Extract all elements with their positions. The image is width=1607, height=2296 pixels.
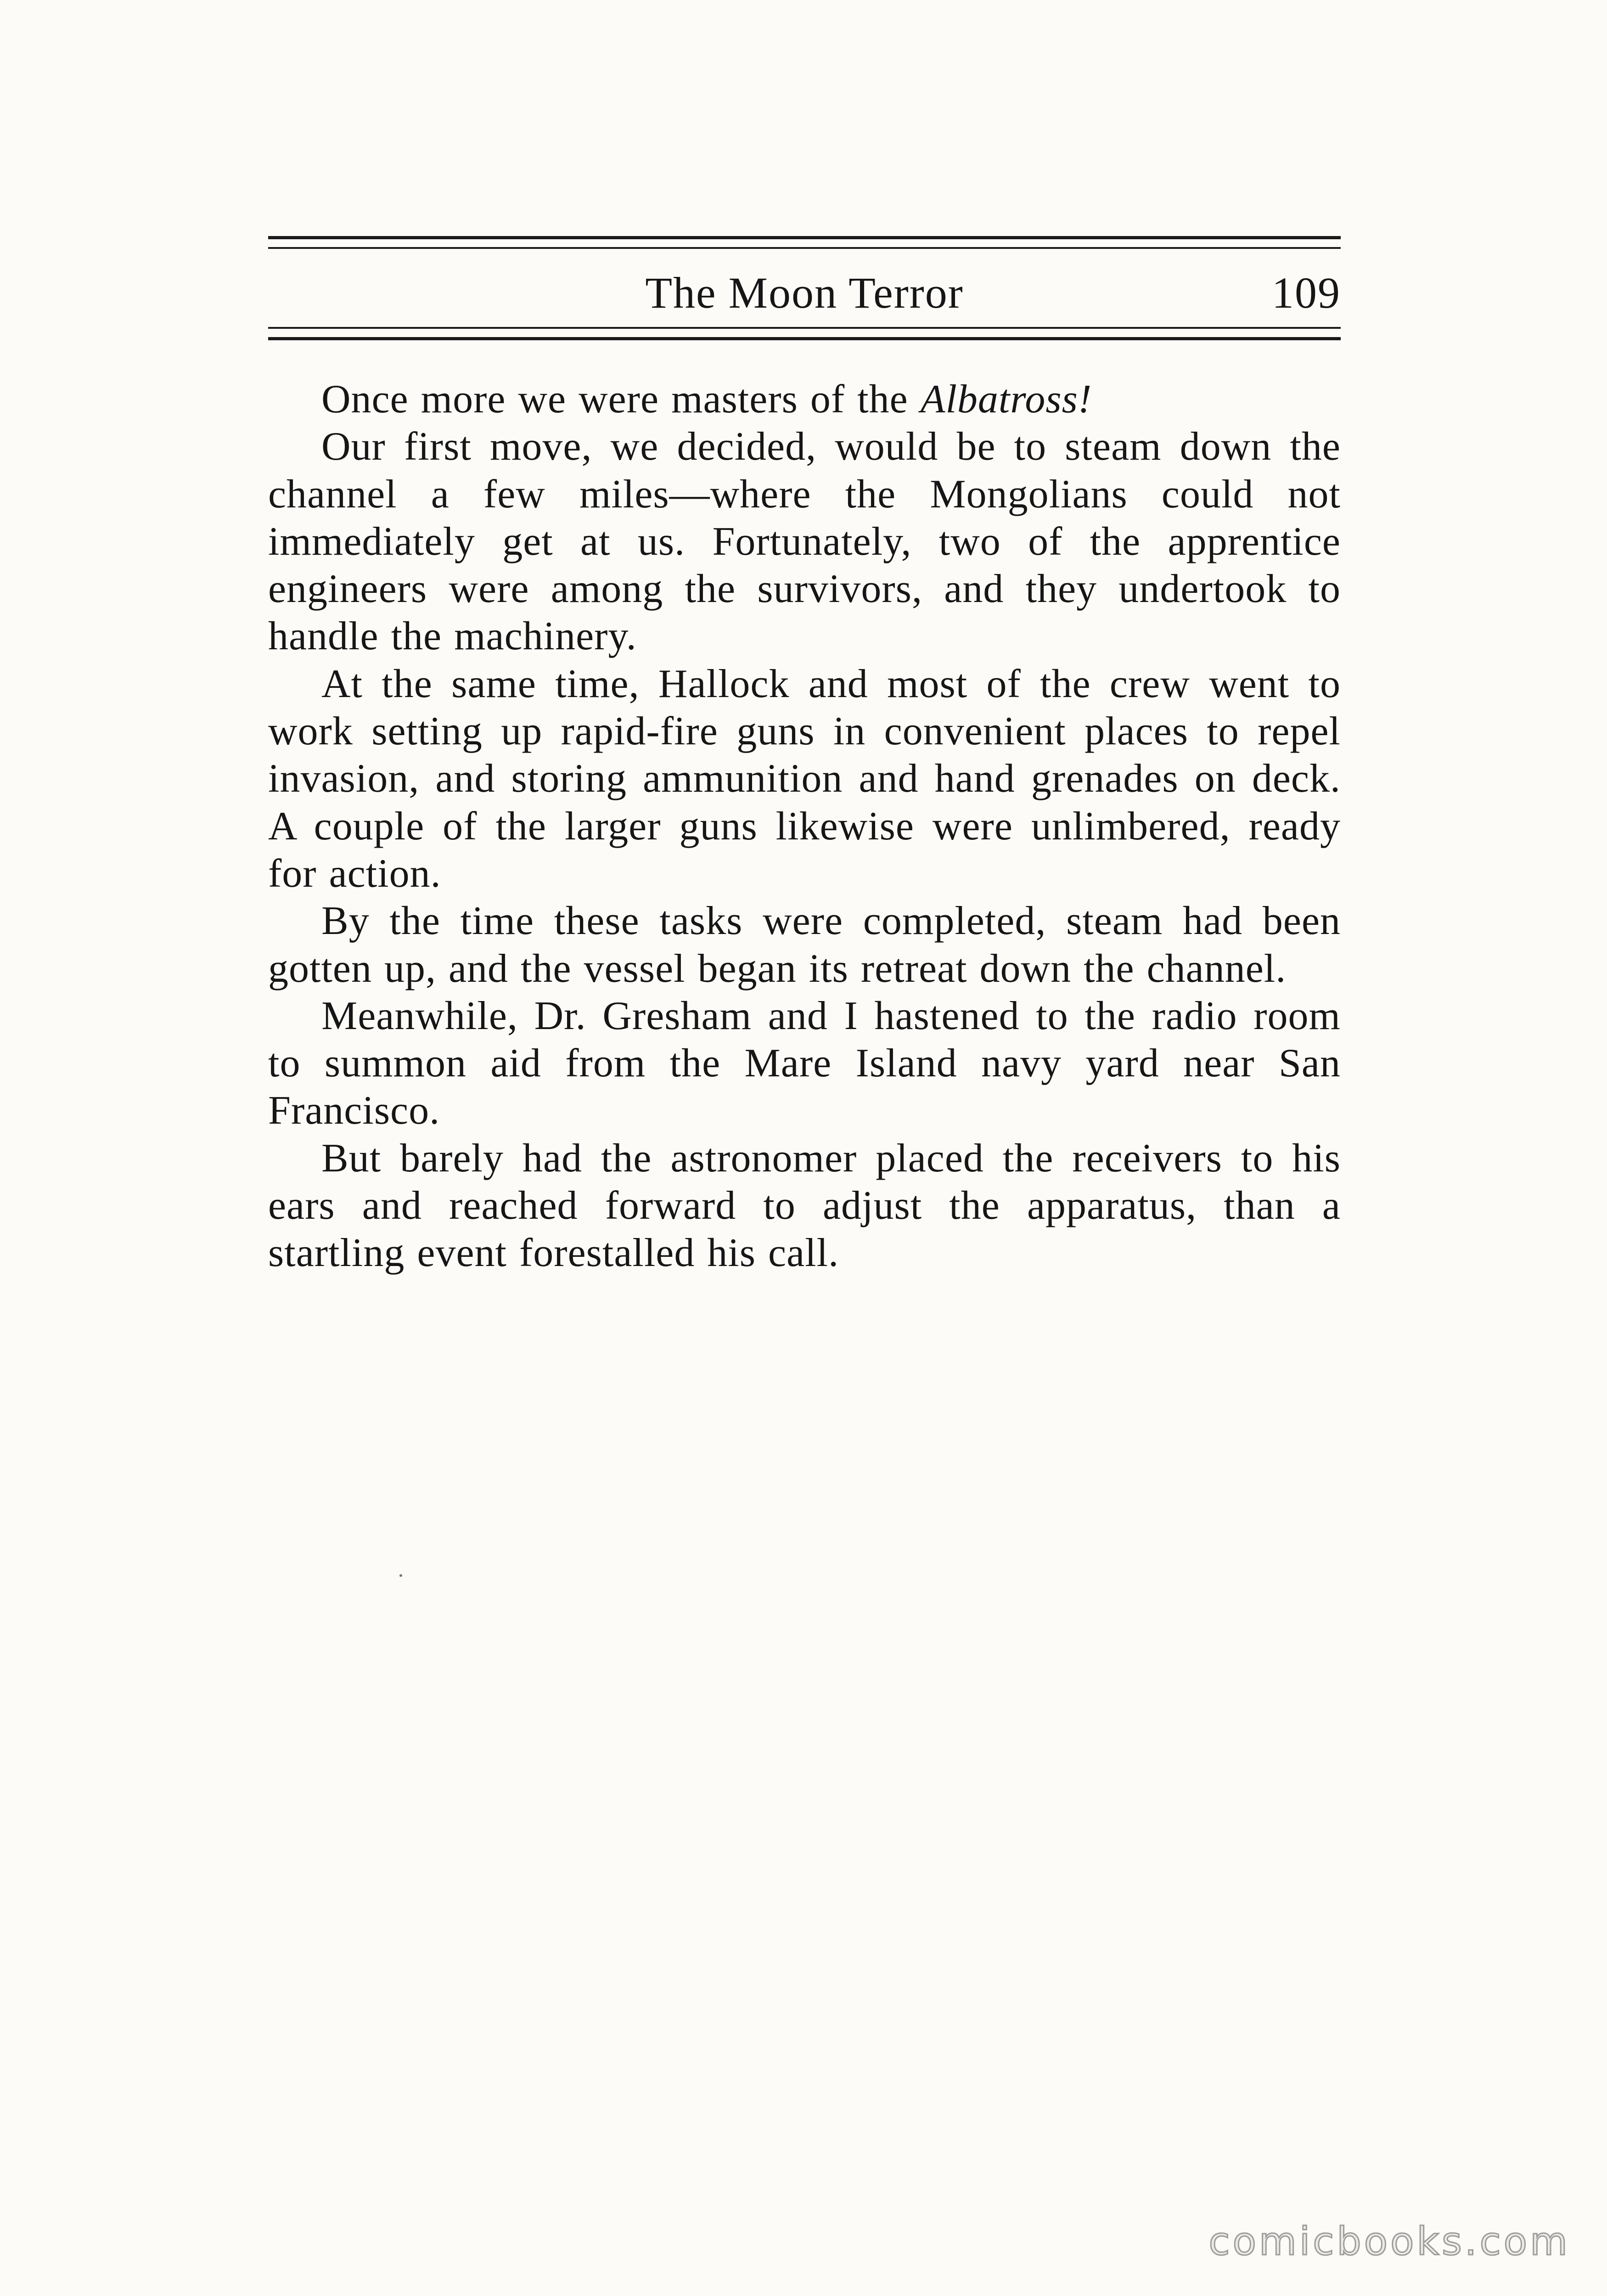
body-text (268, 376, 1341, 1277)
ship-name-emphasis: Albatross! (920, 377, 1092, 422)
running-head-title: The Moon Terror (645, 268, 964, 317)
paragraph-2: Our first move, we decided, would be to steam down the channel a few miles—where the Mongolians could not immediately get at us. Fortunately, two of the apprentice engineers were among the survivors, and they undertook to handle the machinery. (268, 424, 1341, 659)
top-rule-thick (268, 236, 1341, 239)
running-head (268, 236, 1341, 344)
paper-speck (399, 1574, 402, 1577)
paragraph-1 (268, 376, 1341, 423)
bottom-rule-thin (268, 327, 1341, 329)
site-watermark: comicbooks.com (1208, 2219, 1570, 2264)
top-rule-thin (268, 247, 1341, 249)
page-number: 109 (1272, 268, 1341, 317)
paragraph-4: By the time these tasks were completed, steam had been gotten up, and the vessel began its retreat down the channel. (268, 899, 1341, 991)
paragraph-1-text: Once more we were masters of the (321, 377, 921, 422)
bottom-rule-thick (268, 337, 1341, 340)
paragraph-6: But barely had the astronomer placed the receivers to his ears and reached forward to adjust the apparatus, than a startling event forestalled his call. (268, 1136, 1341, 1276)
paragraph-5: Meanwhile, Dr. Gresham and I hastened to the radio room to summon aid from the Mare Island navy yard near San Francisco. (268, 993, 1341, 1133)
paragraph-3: At the same time, Hallock and most of the crew went to work setting up rapid-fire guns in convenient places to repel invasion, and storing ammunition and hand grenades on deck. A couple of the larger guns likewise were unlimbered, ready for action. (268, 661, 1341, 896)
